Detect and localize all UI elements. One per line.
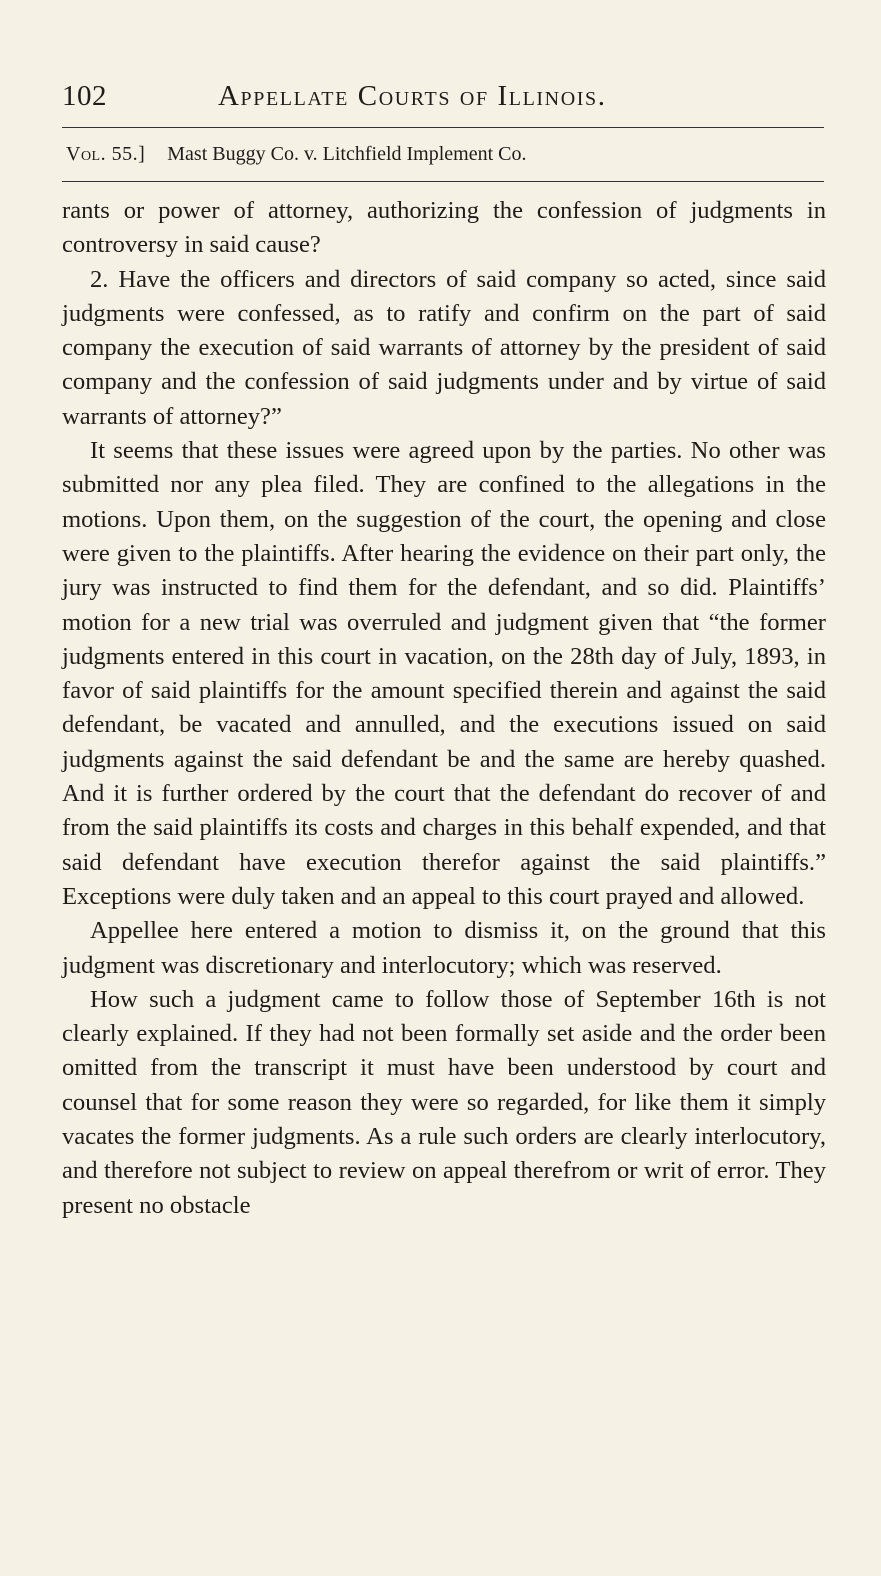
paragraph-issues-agreed: It seems that these issues were agreed upon by the parties. No other was submitted nor any plea filed. They are confined to the allegations in the motions. Upon them, on the suggestion of the court, the opening and close were given to the plaintiffs. After hearing the evidence on their part only, the jury was instructed to find them for the defendant, and so did. Plaintiffs’ motion for a new trial was overruled and judgment given that “the former judgments entered in this court in vacation, on the 28th day of July, 1893, in favor of said plaintiffs for the amount specified therein and against the said defendant, be vacated and annulled, and the executions issued on said judgments against the said defendant be and the same are hereby quashed. And it is further ordered by the court that the defendant do recover of and from the said plaintiffs its costs and charges in this behalf expended, and that said defendant have execution therefor against the said plaintiffs.” Exceptions were duly taken and an appeal to this court prayed and allowed. — [62, 437, 826, 910]
case-caption — [66, 143, 826, 166]
volume-label: Vol. 55.] — [66, 143, 146, 165]
paragraph-judgment-discussion: How such a judgment came to follow those of September 16th is not clearly explained. If they had not been formally set aside and the order been omitted from the transcript it must have been understood by court and counsel that for some reason they were so regarded, for like them it simply vacates the former judgments. As a rule such orders are clearly interlocutory, and therefore not subject to review on appeal therefrom or writ of error. They present no obstacle — [62, 985, 826, 1219]
journal-title: Appellate Courts of Illinois. — [218, 80, 607, 112]
body-text — [62, 194, 826, 1223]
paragraph-continued: rants or power of attorney, authorizing the confession of judgments in controversy in said cause? — [62, 197, 826, 259]
paragraph-motion-dismiss: Appellee here entered a motion to dismiss it, on the ground that this judgment was discretionary and interlocutory; which was reserved. — [62, 917, 826, 979]
page-number: 102 — [62, 80, 107, 112]
header-rule-top — [62, 127, 824, 128]
case-name: Mast Buggy Co. v. Litchfield Implement Co. — [167, 143, 527, 165]
paragraph-issue-2: 2. Have the officers and directors of said company so acted, since said judgments were confessed, as to ratify and confirm on the part of said company the execution of said warrants of attorney by the president of said company and the confession of said judgments under and by virtue of said warrants of attorney?” — [62, 265, 826, 430]
header-rule-bottom — [62, 181, 824, 182]
running-head — [62, 80, 824, 128]
